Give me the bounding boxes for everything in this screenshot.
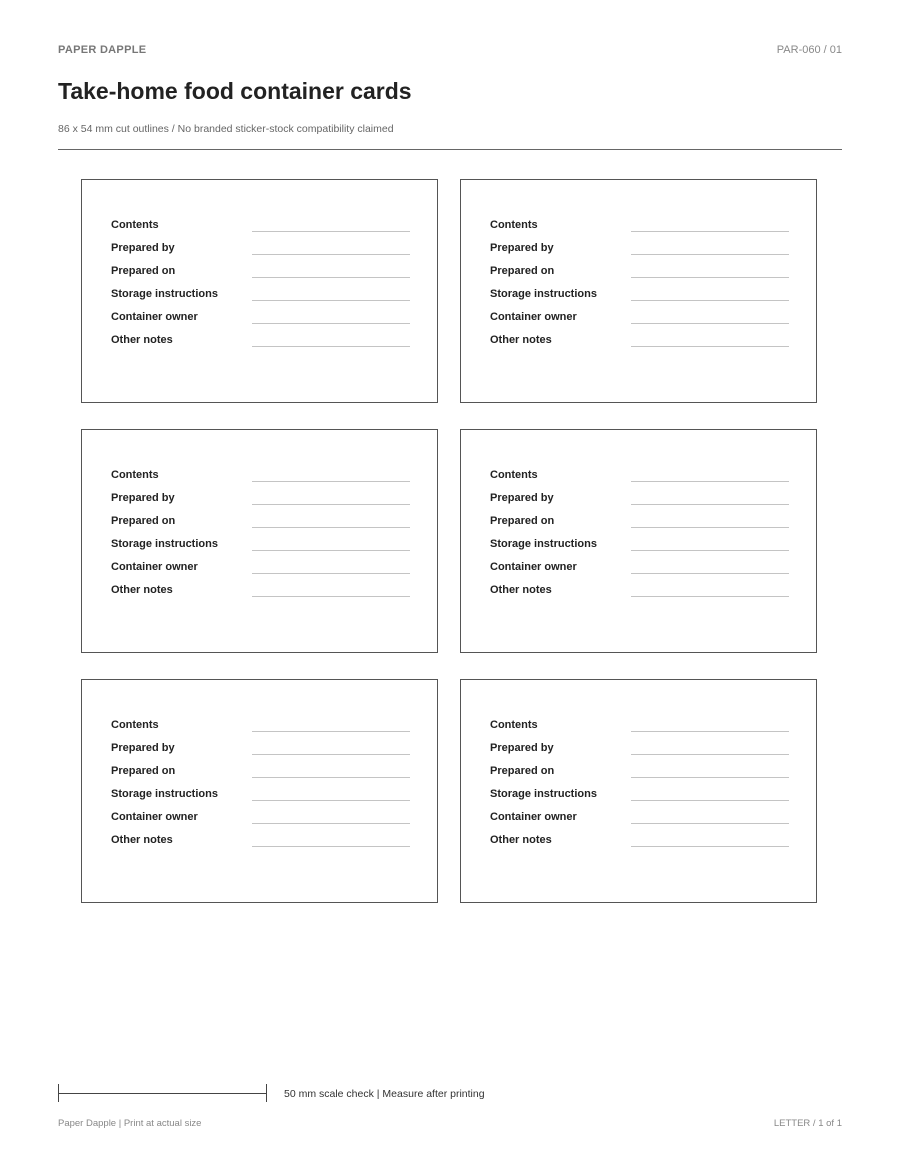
field-label: Storage instructions (111, 288, 218, 300)
card-field (490, 219, 790, 235)
write-in-line[interactable] (631, 300, 789, 301)
card-field (490, 538, 790, 554)
write-in-line[interactable] (631, 550, 789, 551)
write-in-line[interactable] (252, 800, 410, 801)
field-label: Storage instructions (111, 538, 218, 550)
container-card (460, 679, 817, 903)
write-in-line[interactable] (631, 346, 789, 347)
write-in-line[interactable] (252, 323, 410, 324)
field-label: Container owner (490, 811, 577, 823)
write-in-line[interactable] (252, 231, 410, 232)
write-in-line[interactable] (252, 300, 410, 301)
write-in-line[interactable] (252, 777, 410, 778)
write-in-line[interactable] (252, 846, 410, 847)
container-card (460, 179, 817, 403)
card-field (111, 561, 411, 577)
card-field (490, 561, 790, 577)
write-in-line[interactable] (631, 731, 789, 732)
write-in-line[interactable] (252, 254, 410, 255)
card-field (111, 788, 411, 804)
card-field (111, 219, 411, 235)
page-title: Take-home food container cards (58, 78, 412, 104)
card-field (111, 242, 411, 258)
card-field (490, 242, 790, 258)
write-in-line[interactable] (631, 777, 789, 778)
field-label: Other notes (111, 334, 173, 346)
field-label: Prepared on (111, 515, 176, 527)
write-in-line[interactable] (252, 731, 410, 732)
field-label: Contents (111, 719, 159, 731)
card-field (111, 515, 411, 531)
card-field (490, 834, 790, 850)
field-label: Contents (111, 469, 159, 481)
header-rule (58, 149, 842, 150)
field-label: Prepared by (490, 492, 554, 504)
card-field (111, 469, 411, 485)
write-in-line[interactable] (631, 481, 789, 482)
card-field (490, 334, 790, 350)
field-label: Storage instructions (111, 788, 218, 800)
scale-bar-end-tick (266, 1084, 267, 1102)
write-in-line[interactable] (631, 323, 789, 324)
field-label: Contents (111, 219, 159, 231)
card-field (490, 311, 790, 327)
write-in-line[interactable] (631, 254, 789, 255)
write-in-line[interactable] (252, 596, 410, 597)
write-in-line[interactable] (631, 823, 789, 824)
write-in-line[interactable] (252, 277, 410, 278)
card-field (490, 469, 790, 485)
card-field (490, 492, 790, 508)
field-label: Storage instructions (490, 288, 597, 300)
write-in-line[interactable] (631, 527, 789, 528)
field-label: Prepared on (490, 515, 555, 527)
write-in-line[interactable] (252, 346, 410, 347)
footer-left: Paper Dapple | Print at actual size (58, 1118, 202, 1129)
field-label: Contents (490, 469, 538, 481)
card-field (111, 492, 411, 508)
card-field (111, 265, 411, 281)
field-label: Contents (490, 219, 538, 231)
container-card (460, 429, 817, 653)
field-label: Other notes (111, 834, 173, 846)
scale-bar-start-tick (58, 1084, 59, 1102)
card-field (490, 515, 790, 531)
field-label: Container owner (490, 561, 577, 573)
card-field (111, 334, 411, 350)
field-label: Other notes (490, 334, 552, 346)
write-in-line[interactable] (252, 573, 410, 574)
page-subtitle: 86 x 54 mm cut outlines / No branded sticker-stock compatibility claimed (58, 123, 394, 135)
write-in-line[interactable] (631, 573, 789, 574)
field-label: Prepared by (111, 742, 175, 754)
field-label: Other notes (490, 834, 552, 846)
field-label: Prepared by (490, 242, 554, 254)
card-field (111, 584, 411, 600)
write-in-line[interactable] (252, 527, 410, 528)
card-field (490, 811, 790, 827)
field-label: Other notes (490, 584, 552, 596)
container-card (81, 679, 438, 903)
card-field (490, 719, 790, 735)
field-label: Storage instructions (490, 538, 597, 550)
scale-bar (58, 1084, 267, 1102)
scale-check-text: 50 mm scale check | Measure after printing (284, 1088, 485, 1100)
card-field (490, 765, 790, 781)
field-label: Prepared by (490, 742, 554, 754)
footer-right: LETTER / 1 of 1 (773, 1118, 842, 1129)
field-label: Contents (490, 719, 538, 731)
card-field (111, 311, 411, 327)
card-field (111, 538, 411, 554)
write-in-line[interactable] (631, 800, 789, 801)
card-field (111, 834, 411, 850)
card-field (490, 742, 790, 758)
write-in-line[interactable] (631, 596, 789, 597)
write-in-line[interactable] (252, 481, 410, 482)
scale-bar-line (58, 1093, 267, 1094)
document-code: PAR-060 / 01 (776, 44, 842, 56)
container-card (81, 179, 438, 403)
field-label: Container owner (111, 561, 198, 573)
field-label: Other notes (111, 584, 173, 596)
field-label: Container owner (111, 311, 198, 323)
write-in-line[interactable] (631, 504, 789, 505)
field-label: Prepared on (490, 265, 555, 277)
card-field (490, 265, 790, 281)
field-label: Prepared by (111, 492, 175, 504)
field-label: Prepared on (111, 265, 176, 277)
field-label: Storage instructions (490, 788, 597, 800)
field-label: Container owner (490, 311, 577, 323)
field-label: Prepared by (111, 242, 175, 254)
brand-name: PAPER DAPPLE (58, 44, 147, 56)
card-field (111, 719, 411, 735)
write-in-line[interactable] (631, 754, 789, 755)
card-field (490, 288, 790, 304)
write-in-line[interactable] (252, 504, 410, 505)
field-label: Container owner (111, 811, 198, 823)
card-field (490, 788, 790, 804)
field-label: Prepared on (111, 765, 176, 777)
card-field (111, 811, 411, 827)
write-in-line[interactable] (252, 550, 410, 551)
write-in-line[interactable] (631, 231, 789, 232)
field-label: Prepared on (490, 765, 555, 777)
write-in-line[interactable] (252, 754, 410, 755)
card-field (111, 742, 411, 758)
container-card (81, 429, 438, 653)
write-in-line[interactable] (631, 277, 789, 278)
write-in-line[interactable] (631, 846, 789, 847)
write-in-line[interactable] (252, 823, 410, 824)
card-field (111, 288, 411, 304)
card-field (111, 765, 411, 781)
card-field (490, 584, 790, 600)
